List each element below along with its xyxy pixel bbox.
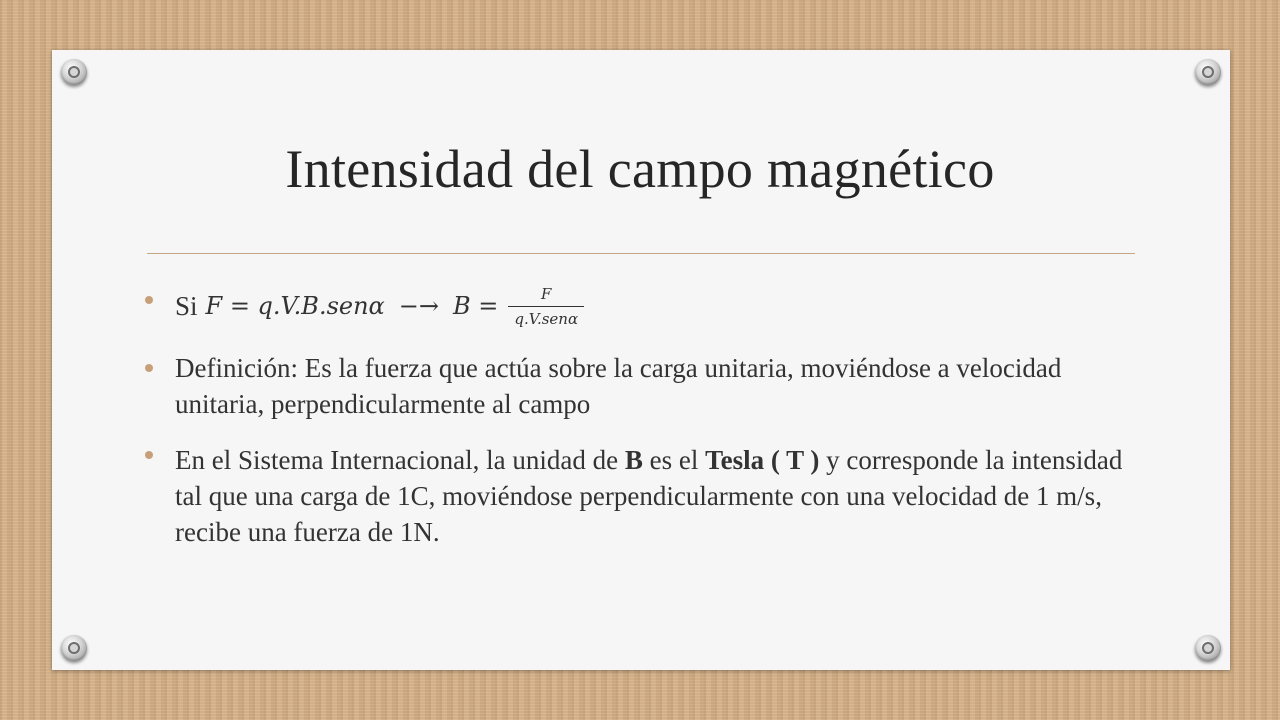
formula-prefix: Si bbox=[175, 291, 198, 321]
formula-fraction bbox=[508, 285, 584, 328]
si-unit-symbol-b: B bbox=[624, 445, 643, 475]
bullet-marker bbox=[145, 296, 153, 304]
fraction-numerator: F bbox=[541, 284, 552, 303]
formula-line bbox=[175, 276, 584, 336]
bullet-marker bbox=[145, 364, 153, 372]
si-unit-text bbox=[175, 442, 1155, 550]
si-unit-part3: y corresponde la intensidad tal que una carga de 1C, moviéndose perpendicularmente con una velocidad de 1 m/s, recibe una fuerza de 1N. bbox=[175, 445, 1123, 547]
si-unit-part2: es el bbox=[642, 445, 706, 475]
pushpin-icon bbox=[61, 59, 87, 85]
pushpin-icon bbox=[1195, 59, 1221, 85]
formula-arrow: −→ bbox=[398, 292, 439, 320]
pushpin-icon bbox=[61, 635, 87, 661]
fraction-denominator: q.V.senα bbox=[508, 306, 584, 328]
formula-force: F = q.V.B.senα bbox=[205, 292, 385, 320]
definition-text: Definición: Es la fuerza que actúa sobre la carga unitaria, moviéndose a velocidad unitaria, perpendicularmente al campo bbox=[175, 353, 1062, 419]
bullet-marker bbox=[145, 451, 153, 459]
title-divider bbox=[147, 253, 1135, 254]
si-unit-part1: En el Sistema Internacional, la unidad de bbox=[175, 445, 625, 475]
slide-title: Intensidad del campo magnético bbox=[285, 139, 995, 199]
formula-b-equals: B = bbox=[452, 292, 499, 320]
si-unit-tesla: Tesla ( T ) bbox=[705, 445, 820, 475]
pushpin-icon bbox=[1195, 635, 1221, 661]
